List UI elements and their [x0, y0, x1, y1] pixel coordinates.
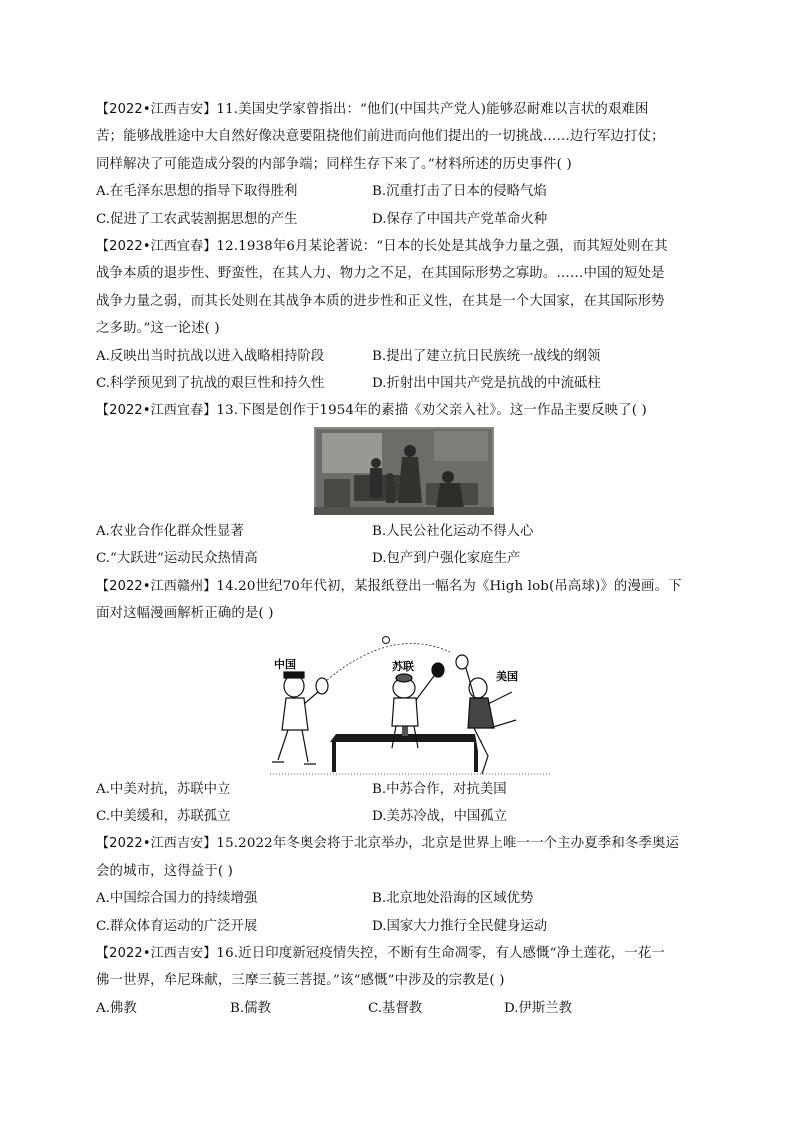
question-text: 13.下图是创作于1954年的素描《劝父亲入社》。这一作品主要反映了( ) — [216, 403, 647, 419]
question-text: 14.20世纪70年代初，某报纸登出一幅名为《High lob(吊高球)》的漫画。下 — [216, 578, 682, 594]
option-c[interactable]: C.科学预见到了抗战的艰巨性和持久性 — [96, 376, 325, 392]
option-c[interactable]: C.群众体育运动的广泛开展 — [96, 918, 258, 934]
option-a[interactable]: A.中美对抗，苏联中立 — [96, 781, 231, 797]
options — [96, 885, 696, 940]
option-c[interactable]: C.促进了工农武装割据思想的产生 — [96, 211, 298, 227]
question-13 — [96, 397, 696, 572]
question-text: 同样解决了可能造成分裂的内部争端；同样生存下来了。”材料所述的历史事件( ) — [96, 156, 572, 172]
question-11 — [96, 96, 696, 233]
options — [96, 776, 696, 831]
question-source: 【2022•江西吉安】 — [96, 836, 217, 852]
question-text: 16.近日印度新冠疫情失控，不断有生命凋零，有人感慨“净土莲花，一花一 — [216, 945, 665, 961]
option-a[interactable]: A.佛教 — [96, 1000, 137, 1016]
option-c[interactable]: C.中美缓和，苏联孤立 — [96, 808, 231, 824]
sketch-illustration — [314, 427, 494, 515]
option-a[interactable]: A.中国综合国力的持续增强 — [96, 891, 258, 907]
option-a[interactable]: A.农业合作化群众性显著 — [96, 523, 244, 539]
question-text: 面对这幅漫画解析正确的是( ) — [96, 606, 274, 622]
ping-pong-cartoon — [268, 630, 552, 776]
options — [96, 518, 696, 573]
option-b[interactable]: B.沉重打击了日本的侵略气焰 — [372, 184, 547, 200]
question-12 — [96, 233, 696, 397]
question-source: 【2022•江西吉安】 — [96, 945, 217, 961]
option-d[interactable]: D.美苏冷战，中国孤立 — [372, 808, 508, 824]
option-a[interactable]: A.在毛泽东思想的指导下取得胜利 — [96, 184, 298, 200]
question-source: 【2022•江西赣州】 — [96, 578, 217, 594]
question-16 — [96, 940, 696, 1022]
options — [96, 178, 696, 233]
question-text: 之多助。”这一论述( ) — [96, 321, 220, 337]
question-source: 【2022•江西宜春】 — [96, 403, 217, 419]
question-source: 【2022•江西宜春】 — [96, 239, 217, 255]
option-d[interactable]: D.伊斯兰教 — [504, 1000, 573, 1016]
option-c[interactable]: C.基督教 — [368, 1000, 423, 1016]
question-source: 【2022•江西吉安】 — [96, 102, 217, 117]
question-text: 会的城市，这得益于( ) — [96, 863, 234, 879]
option-d[interactable]: D.包产到户强化家庭生产 — [372, 551, 521, 567]
label-china: 中国 — [274, 657, 296, 671]
label-usa: 美国 — [496, 669, 518, 683]
option-b[interactable]: B.人民公社化运动不得人心 — [372, 523, 534, 539]
question-text: 佛一世界，牟尼珠献，三摩三藐三菩提。”该“感慨”中涉及的宗教是( ) — [96, 973, 505, 989]
question-15 — [96, 830, 696, 940]
question-14 — [96, 573, 696, 831]
option-d[interactable]: D.折射出中国共产党是抗战的中流砥柱 — [372, 376, 601, 392]
question-text: 15.2022年冬奥会将于北京举办，北京是世界上唯一一个主办夏季和冬季奥运 — [216, 836, 680, 852]
option-b[interactable]: B.提出了建立抗日民族统一战线的纲领 — [372, 348, 601, 364]
exam-page — [96, 96, 696, 1022]
option-c[interactable]: C.“大跃进”运动民众热情高 — [96, 551, 258, 567]
options — [96, 343, 696, 398]
question-text: 11.美国史学家曾指出：“他们(中国共产党人)能够忍耐难以言状的艰难困 — [216, 102, 649, 117]
option-b[interactable]: B.中苏合作，对抗美国 — [372, 781, 507, 797]
question-text: 12.1938年6月某论著说：“日本的长处是其战争力量之强，而其短处则在其 — [216, 239, 668, 255]
option-b[interactable]: B.北京地处沿海的区域优势 — [372, 891, 534, 907]
question-text: 战争本质的退步性、野蛮性，在其人力、物力之不足，在其国际形势之寡助。……中国的短处是 — [96, 266, 665, 282]
figure-china — [272, 672, 328, 764]
option-d[interactable]: D.国家大力推行全民健身运动 — [372, 918, 548, 934]
option-d[interactable]: D.保存了中国共产党革命火种 — [372, 211, 548, 227]
ball — [383, 636, 390, 643]
options — [96, 995, 696, 1022]
question-text: 战争力量之弱，而其长处则在其战争本质的进步性和正义性，在其是一个大国家，在其国际形势 — [96, 293, 665, 309]
label-ussr: 苏联 — [392, 659, 414, 673]
question-text: 苦；能够战胜途中大自然好像决意要阻挠他们前进而向他们提出的一切挑战……边行军边打仗； — [96, 129, 665, 145]
option-a[interactable]: A.反映出当时抗战以进入战略相持阶段 — [96, 348, 325, 364]
option-b[interactable]: B.儒教 — [230, 1000, 271, 1016]
